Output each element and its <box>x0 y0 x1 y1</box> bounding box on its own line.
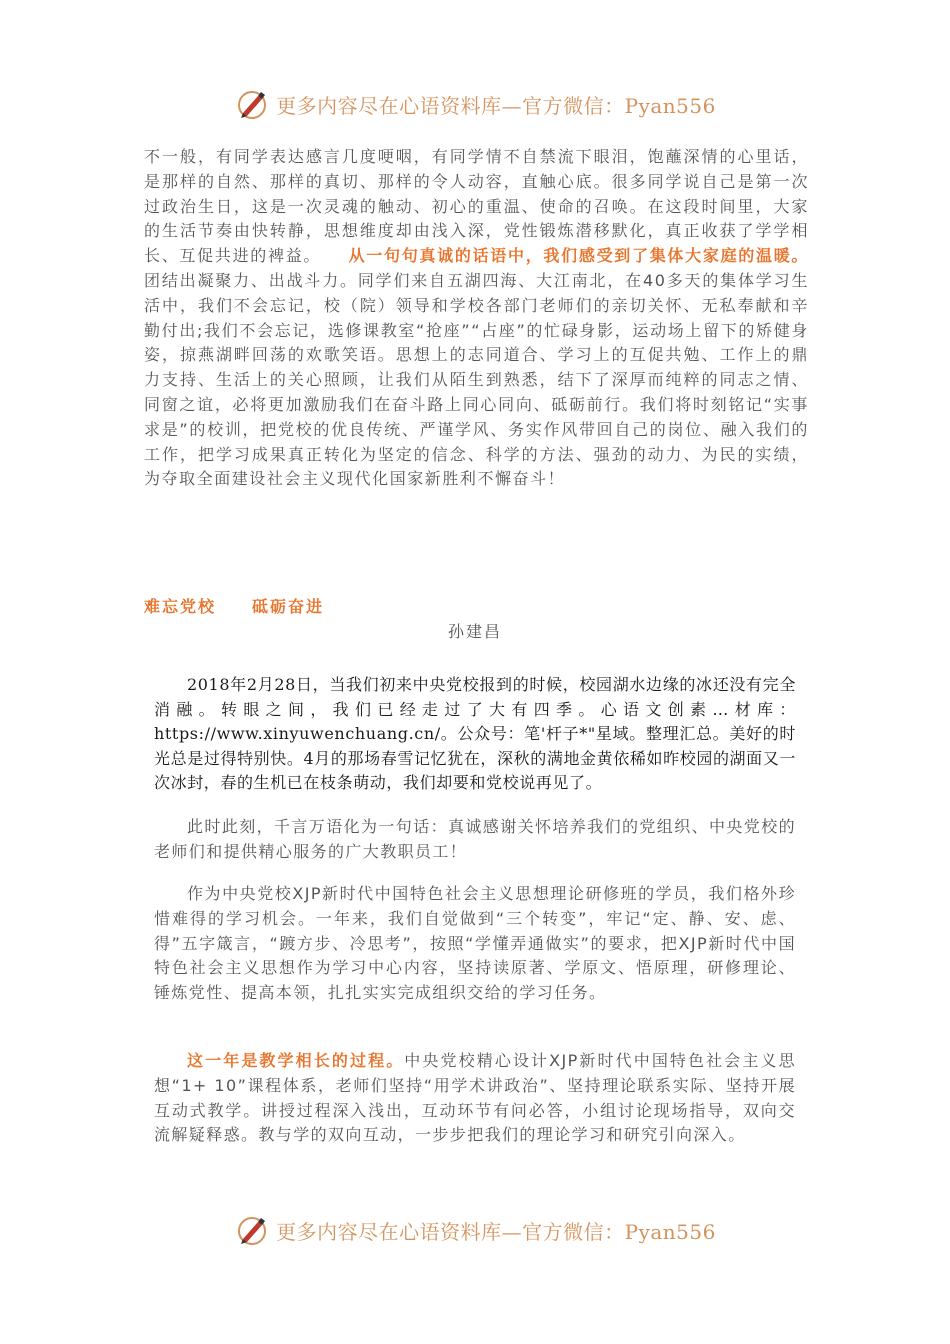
pen-circle-logo-icon <box>234 1212 270 1248</box>
paragraph-5-text: 中央党校精心设计XJP新时代中国特色社会主义思想“1+ 10”课程体系，老师们坚持“用学术讲政治”、坚持理论联系实际、坚持开展互动式教学。讲授过程深入浅出，互动环节有问必答，小组讨论现场指导，双向交流解疑释惑。教与学的双向互动，一步步把我们的理论学习和研究引向深入。 <box>154 1051 796 1145</box>
paragraph-1 <box>144 145 809 492</box>
paragraph-4: 作为中央党校XJP新时代中国特色社会主义思想理论研修班的学员，我们格外珍惜难得的学习机会。一年来，我们自觉做到“三个转变”，牢记“定、静、安、虑、得”五字箴言，“踱方步、冷思考”，按照“学懂弄通做实”的要求，把XJP新时代中国特色社会主义思想作为学习中心内容，坚持读原著、学原文、悟原理，研修理论、锤炼党性、提高本领，扎扎实实完成组织交给的学习任务。 <box>154 884 796 1003</box>
section-title: 难忘党校 砥砺奋进 <box>144 597 325 616</box>
header-banner <box>0 82 950 126</box>
paragraph-2: 2018年2月28日，当我们初来中央党校报到的时候，校园湖水边缘的冰还没有完全消融。转眼之间，我们已经走过了大有四季。心语文创素…材库：https://www.xinyuwenchuang.cn/。公众号：笔'杆子*"星域。整理汇总。美好的时光总是过得特别快。4月的那场春雪记忆犹在，深秋的满地金黄依稀如昨校园的湖面又一次冰封，春的生机已在枝条萌动，我们却要和党校说再见了。 <box>154 675 796 793</box>
paragraph-1-text-a: 不一般，有同学表达感言几度哽咽，有同学情不自禁流下眼泪，饱蘸深情的心里话，是那样的自然、那样的真切、那样的令人动容，直触心底。很多同学说自己是第一次过政治生日，这是一次灵魂的触动、初心的重温、使命的召唤。在这段时间里，大家的生活节奏由快转静，思想维度却由浅入深，党性锻炼潜移默化，真正收获了学学相长、互促共进的裨益。 <box>144 147 809 266</box>
paragraph-5-highlight: 这一年是教学相长的过程。 <box>187 1051 405 1070</box>
paragraph-1-highlight: 从一句句真诚的话语中，我们感受到了集体大家庭的温暖。 <box>348 246 809 266</box>
pen-circle-logo-icon <box>234 86 270 122</box>
paragraph-3: 此时此刻，千言万语化为一句话：真诚感谢关怀培养我们的党组织、中央党校的老师们和提供精心服务的广大教职员工！ <box>154 817 797 861</box>
banner-text: 更多内容尽在心语资料库—官方微信：Pyan556 <box>276 93 716 118</box>
banner-text: 更多内容尽在心语资料库—官方微信：Pyan556 <box>276 1219 716 1244</box>
author-name: 孙建昌 <box>447 622 502 641</box>
paragraph-5 <box>154 1049 796 1148</box>
footer-banner <box>0 1208 950 1252</box>
paragraph-1-text-b: 团结出凝聚力、出战斗力。同学们来自五湖四海、大江南北，在40多天的集体学习生活中，我们不会忘记，校（院）领导和学校各部门老师们的亲切关怀、无私奉献和辛勤付出;我们不会忘记，选修课教室“抢座”“占座”的忙碌身影，运动场上留下的矫健身姿，掠燕湖畔回荡的欢歌笑语。思想上的志同道合、学习上的互促共勉、工作上的鼎力支持、生活上的关心照顾，让我们从陌生到熟悉，结下了深厚而纯粹的同志之情、同窗之谊，必将更加激励我们在奋斗路上同心同向、砥砺前行。我们将时刻铭记“实事求是”的校训，把党校的优良传统、严谨学风、务实作风带回自己的岗位、融入我们的工作，把学习成果真正转化为坚定的信念、科学的方法、强劲的动力、为民的实绩，为夺取全面建设社会主义现代化国家新胜利不懈奋斗！ <box>144 270 809 489</box>
